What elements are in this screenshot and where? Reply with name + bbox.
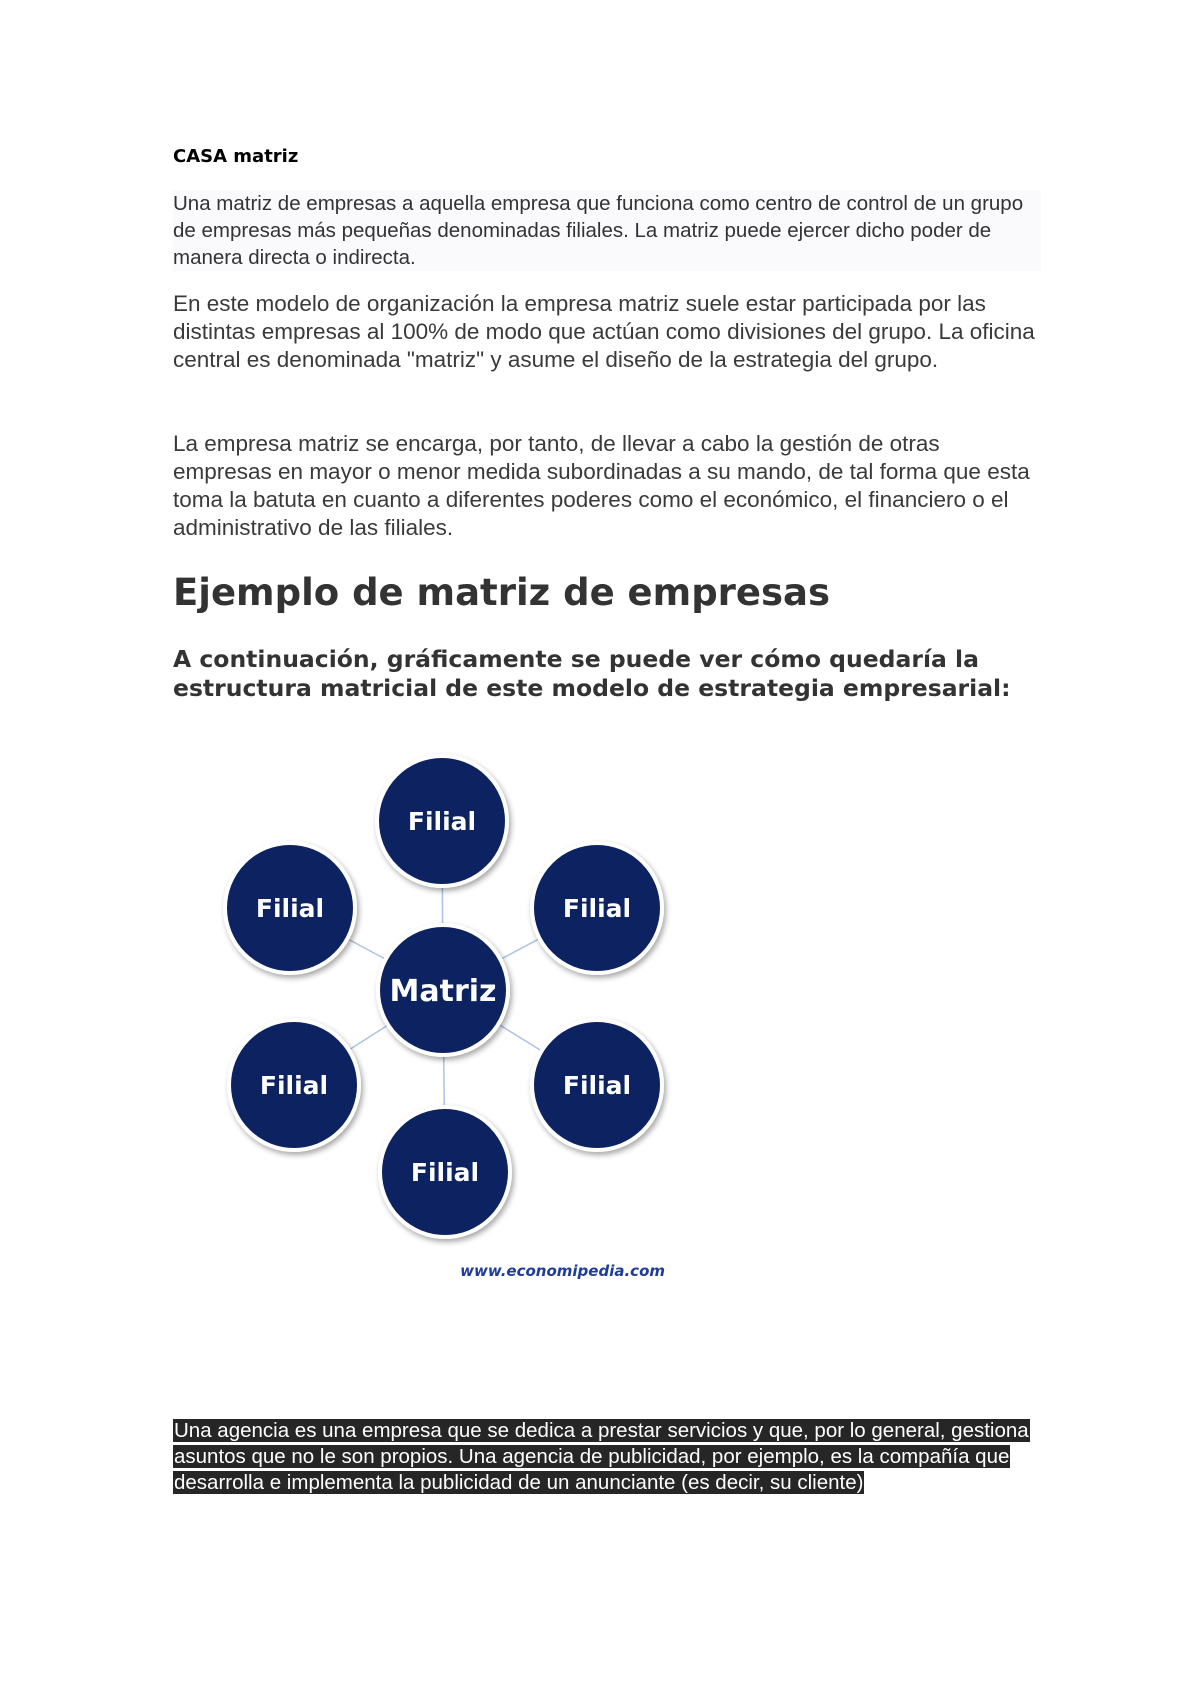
org-diagram: [200, 735, 700, 1285]
filial-node-top: [377, 756, 507, 886]
highlighted-paragraph-text: Una agencia es una empresa que se dedica a prestar servicios y que, por lo general, gestiona asuntos que no le son propios. Una agencia de publicidad, por ejemplo, es la compañía que desarrolla e implementa la publicidad de un anunciante (es decir, su cliente): [174, 1419, 1029, 1494]
filial-node-bottom-right: [532, 1020, 662, 1150]
body-paragraph-1: En este modelo de organización la empresa matriz suele estar participada por las distintas empresas al 100% de modo que actúan como divisiones del grupo. La oficina central es denominada "matriz" y asume el diseño de la estrategia del grupo.: [173, 291, 1035, 372]
source-credit: www.economipedia.com: [460, 1262, 665, 1280]
matriz-node-center: [378, 925, 508, 1055]
matriz-node-label: Matriz: [389, 974, 497, 1009]
filial-node-bottom: [380, 1107, 510, 1237]
filial-node-bottom-left: [229, 1020, 359, 1150]
filial-node-label: Filial: [407, 807, 477, 836]
section-heading: Ejemplo de matriz de empresas: [173, 571, 831, 614]
filial-node-label: Filial: [562, 1071, 632, 1100]
filial-node-label: Filial: [255, 894, 325, 923]
filial-node-top-left: [225, 843, 355, 973]
filial-node-label: Filial: [259, 1071, 329, 1100]
filial-node-label: Filial: [562, 894, 632, 923]
body-paragraph-2: La empresa matriz se encarga, por tanto, de llevar a cabo la gestión de otras empresas en mayor o menor medida subordinadas a su mando, de tal forma que esta toma la batuta en cuanto a diferentes poderes como el económico, el financiero o el administrativo de las filiales.: [173, 431, 1030, 540]
section-subheading: A continuación, gráficamente se puede ver cómo quedaría la estructura matricial de este modelo de estrategia empresarial:: [173, 645, 1011, 702]
filial-node-label: Filial: [410, 1158, 480, 1187]
intro-paragraph: Una matriz de empresas a aquella empresa que funciona como centro de control de un grupo de empresas más pequeñas denominadas filiales. La matriz puede ejercer dicho poder de manera directa o indirecta.: [173, 190, 1041, 271]
page-title: CASA matriz: [173, 146, 299, 167]
filial-node-top-right: [532, 843, 662, 973]
highlighted-paragraph: [173, 1418, 1053, 1496]
org-diagram-svg: [200, 735, 700, 1285]
